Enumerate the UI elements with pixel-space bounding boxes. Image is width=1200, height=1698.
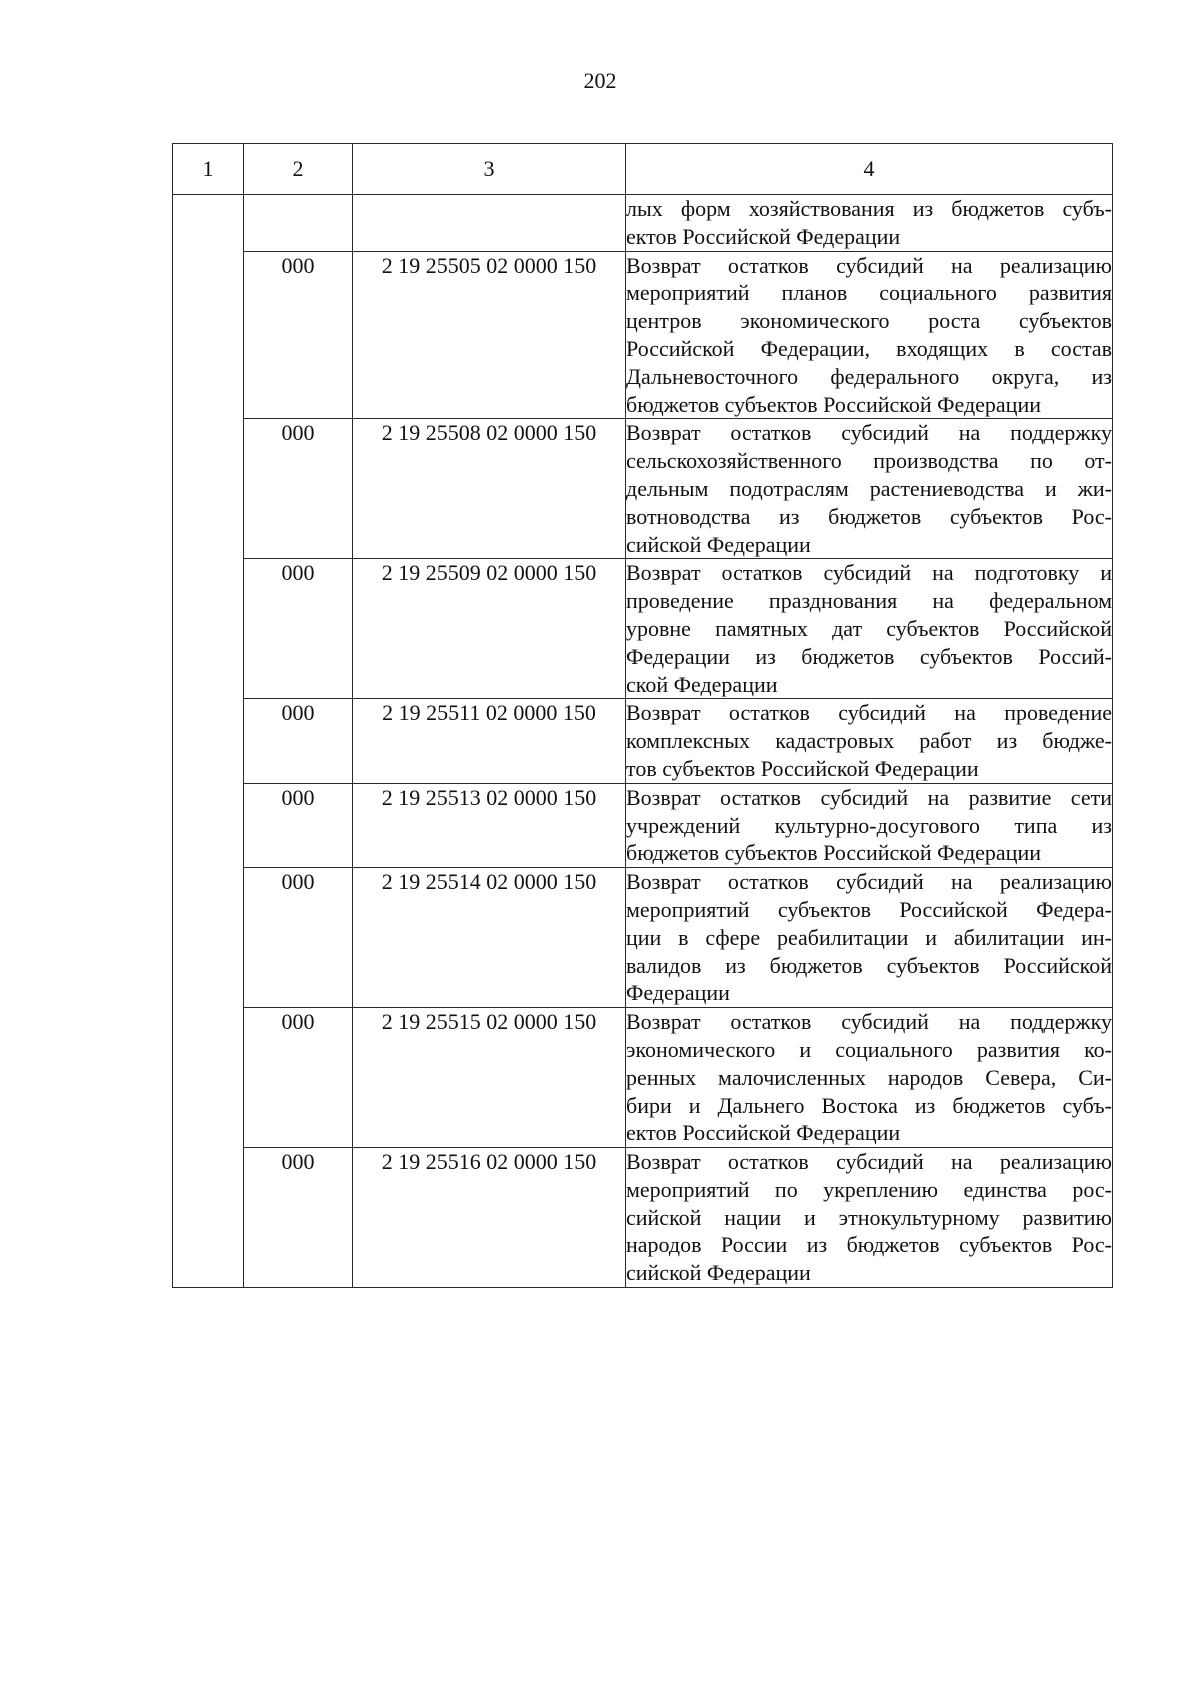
budget-code-cell: 2 19 25513 02 0000 150 xyxy=(353,783,626,867)
description-line: Возврат остатков субсидий на проведение xyxy=(626,700,1112,726)
table-row xyxy=(173,1008,1113,1148)
description-line: Возврат остатков субсидий на развитие сети xyxy=(626,784,1112,810)
description-line: бюджетов субъектов Российской Федерации xyxy=(626,840,1041,866)
header-col-2: 2 xyxy=(244,144,353,195)
description-line: тов субъектов Российской Федерации xyxy=(626,755,979,781)
description-cell xyxy=(626,419,1113,559)
description-line: валидов из бюджетов субъектов Российской xyxy=(626,952,1112,978)
description-line: сийской нации и этнокультурному развитию xyxy=(626,1204,1112,1230)
description-cell xyxy=(626,559,1113,699)
description-cell xyxy=(626,783,1113,867)
code-cell xyxy=(353,195,626,252)
admin-code-cell: 000 xyxy=(244,699,353,783)
admin-code-cell: 000 xyxy=(244,419,353,559)
description-line: ектов Российской Федерации xyxy=(626,1120,901,1146)
description-line: ренных малочисленных народов Севера, Си- xyxy=(626,1064,1112,1090)
description-line: Возврат остатков субсидий на поддержку xyxy=(626,420,1112,446)
description-cell xyxy=(626,195,1113,252)
admin-code-cell: 000 xyxy=(244,783,353,867)
budget-code-cell: 2 19 25516 02 0000 150 xyxy=(353,1148,626,1288)
description-line: Федерации из бюджетов субъектов Россий- xyxy=(626,643,1112,669)
table-row xyxy=(173,251,1113,419)
description-line: экономического и социального развития ко- xyxy=(626,1036,1112,1062)
description-cell xyxy=(626,251,1113,419)
header-col-4: 4 xyxy=(626,144,1113,195)
section-cell xyxy=(173,195,244,1288)
header-row xyxy=(173,144,1113,195)
table-row xyxy=(173,699,1113,783)
budget-classification-table xyxy=(172,143,1113,1288)
table-row xyxy=(173,419,1113,559)
page-number: 202 xyxy=(583,68,617,93)
description-line: лых форм хозяйствования из бюджетов субъ- xyxy=(626,196,1112,221)
description-line: Российской Федерации, входящих в состав xyxy=(626,335,1112,361)
description-line: комплексных кадастровых работ из бюдже- xyxy=(626,728,1112,754)
description-line: мероприятий планов социального развития xyxy=(626,280,1112,306)
admin-code-cell: 000 xyxy=(244,251,353,419)
description-line: дельным подотраслям растениеводства и жи- xyxy=(626,475,1112,501)
description-line: Возврат остатков субсидий на реализацию xyxy=(626,252,1112,278)
description-line: Возврат остатков субсидий на реализацию xyxy=(626,1149,1112,1175)
description-line: мероприятий субъектов Российской Федера- xyxy=(626,896,1112,922)
description-cell xyxy=(626,699,1113,783)
description-line: бири и Дальнего Востока из бюджетов субъ- xyxy=(626,1092,1112,1118)
description-line: учреждений культурно-досугового типа из xyxy=(626,812,1112,838)
description-line: вотноводства из бюджетов субъектов Рос- xyxy=(626,503,1112,529)
budget-code-cell: 2 19 25511 02 0000 150 xyxy=(353,699,626,783)
description-line: ции в сфере реабилитации и абилитации ин- xyxy=(626,924,1112,950)
description-line: бюджетов субъектов Российской Федерации xyxy=(626,391,1041,417)
description-line: Возврат остатков субсидий на реализацию xyxy=(626,869,1112,895)
budget-code-cell: 2 19 25508 02 0000 150 xyxy=(353,419,626,559)
description-line: ской Федерации xyxy=(626,671,778,697)
budget-code-cell: 2 19 25505 02 0000 150 xyxy=(353,251,626,419)
description-line: ектов Российской Федерации xyxy=(626,223,901,249)
admin-code-cell: 000 xyxy=(244,868,353,1008)
continuation-row xyxy=(173,195,1113,252)
description-line: Федерации xyxy=(626,980,730,1006)
description-line: сельскохозяйственного производства по от- xyxy=(626,448,1112,474)
description-line: сийской Федерации xyxy=(626,1260,811,1286)
table-header xyxy=(173,144,1113,195)
description-line: уровне памятных дат субъектов Российской xyxy=(626,615,1112,641)
description-line: проведение празднования на федеральном xyxy=(626,588,1112,614)
admin-cell xyxy=(244,195,353,252)
admin-code-cell: 000 xyxy=(244,559,353,699)
table-body xyxy=(173,195,1113,1288)
budget-code-cell: 2 19 25515 02 0000 150 xyxy=(353,1008,626,1148)
budget-code-cell: 2 19 25509 02 0000 150 xyxy=(353,559,626,699)
description-cell xyxy=(626,868,1113,1008)
table-row xyxy=(173,783,1113,867)
admin-code-cell: 000 xyxy=(244,1148,353,1288)
table-row xyxy=(173,868,1113,1008)
header-col-1: 1 xyxy=(173,144,244,195)
description-line: народов России из бюджетов субъектов Рос- xyxy=(626,1232,1112,1258)
table-row xyxy=(173,559,1113,699)
table-row xyxy=(173,1148,1113,1288)
description-line: мероприятий по укреплению единства рос- xyxy=(626,1176,1112,1202)
description-cell xyxy=(626,1008,1113,1148)
budget-code-cell: 2 19 25514 02 0000 150 xyxy=(353,868,626,1008)
admin-code-cell: 000 xyxy=(244,1008,353,1148)
header-col-3: 3 xyxy=(353,144,626,195)
description-line: Возврат остатков субсидий на поддержку xyxy=(626,1009,1112,1035)
description-line: Дальневосточного федерального округа, из xyxy=(626,363,1112,389)
description-cell xyxy=(626,1148,1113,1288)
description-line: Возврат остатков субсидий на подготовку и xyxy=(626,560,1112,586)
description-line: центров экономического роста субъектов xyxy=(626,308,1112,334)
description-line: сийской Федерации xyxy=(626,531,811,557)
